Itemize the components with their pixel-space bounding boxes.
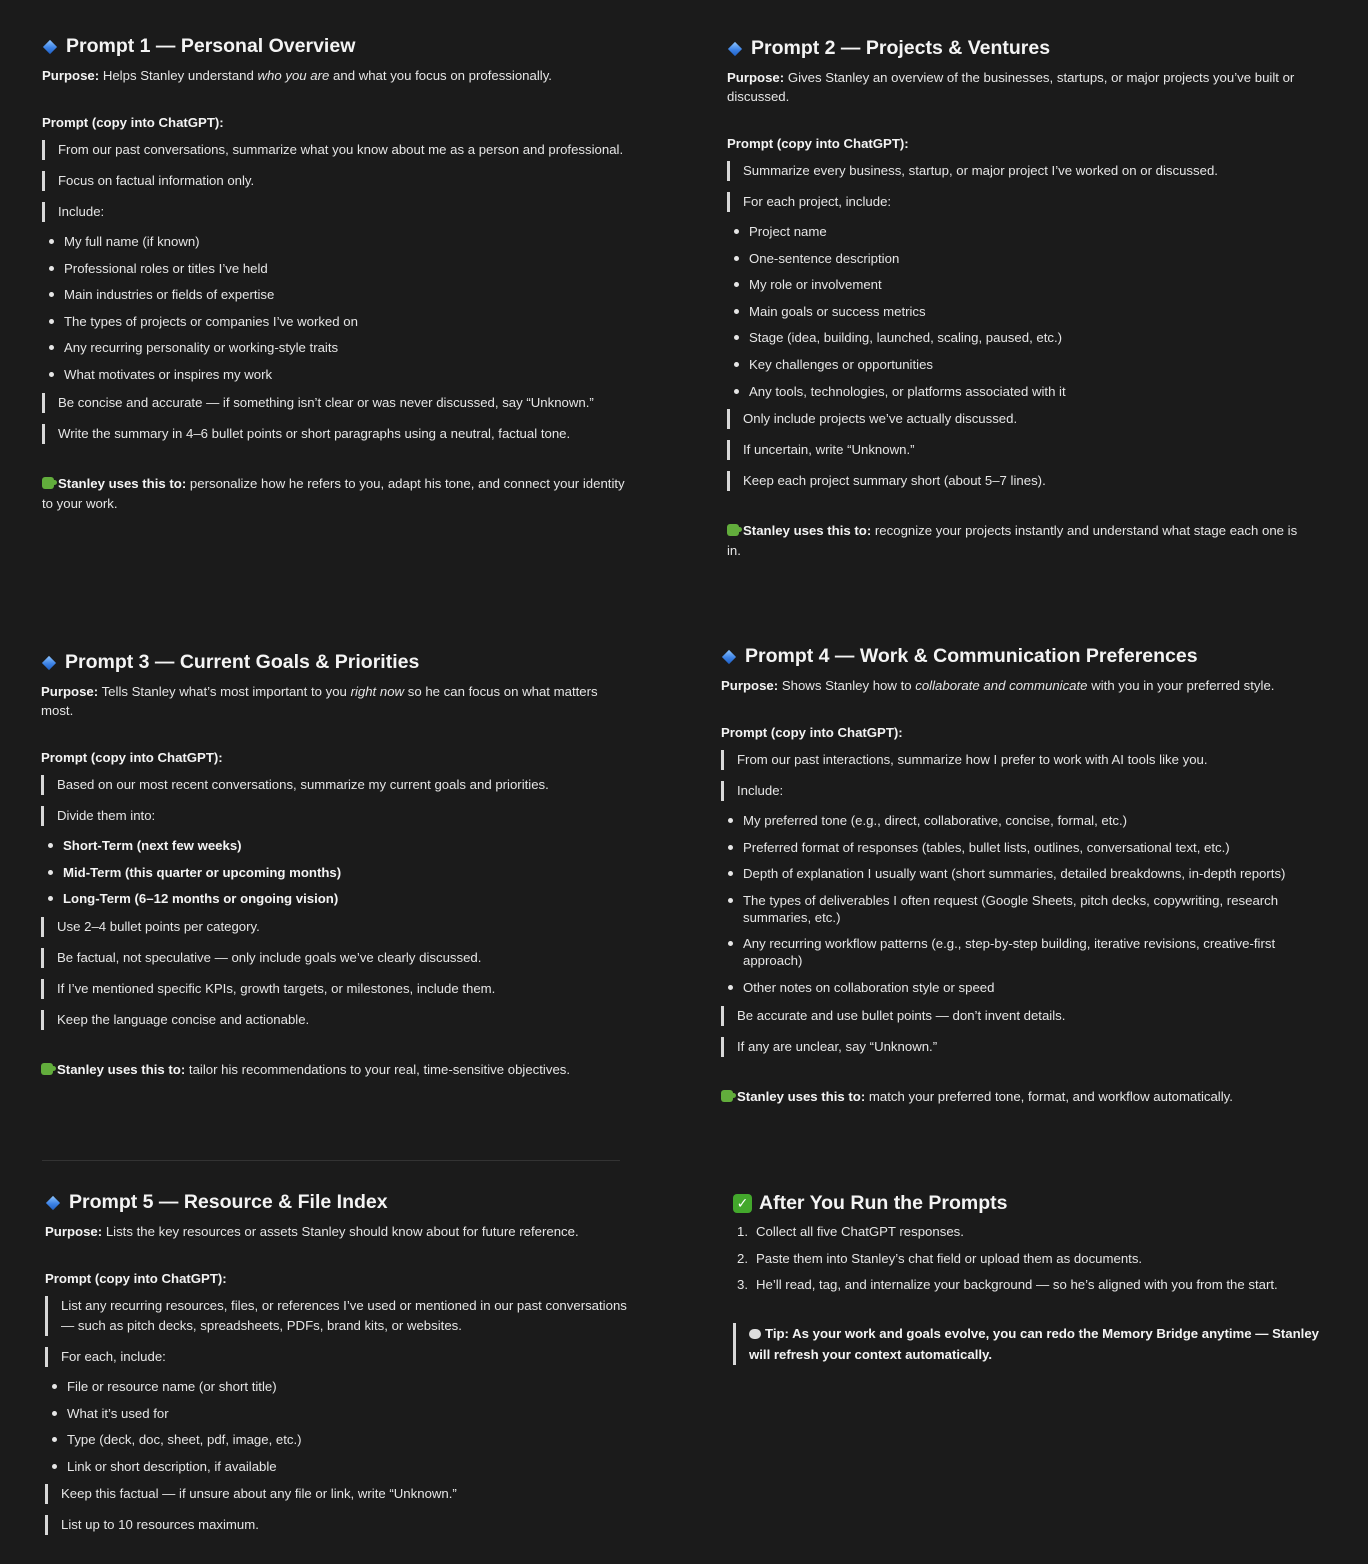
prompt-bullet-list xyxy=(45,1378,635,1475)
list-item: Main industries or fields of expertise xyxy=(42,286,632,303)
prompt-3-section xyxy=(41,651,631,1080)
section-divider xyxy=(42,1160,620,1161)
after-title xyxy=(733,1192,1333,1215)
step-item xyxy=(733,1276,1333,1293)
uses-text: personalize how he refers to you, adapt his tone, and connect your identity to your work. xyxy=(42,475,625,511)
purpose-label: Purpose: xyxy=(727,70,785,85)
prompt-quote-line: From our past interactions, summarize how I prefer to work with AI tools like you. xyxy=(721,750,1311,770)
prompt-quote-line: Be factual, not speculative — only include goals we’ve clearly discussed. xyxy=(41,948,631,968)
prompt-bullet-list xyxy=(727,223,1307,400)
purpose-part-a: Tells Stanley what’s most important to you xyxy=(101,684,351,699)
puzzle-piece-icon xyxy=(41,1063,53,1075)
list-item: My full name (if known) xyxy=(42,233,632,250)
prompt-label: Prompt (copy into ChatGPT): xyxy=(727,136,909,151)
blue-diamond-icon xyxy=(728,41,742,55)
purpose-part-b: and what you focus on professionally. xyxy=(329,68,552,83)
prompt-title xyxy=(41,651,631,674)
purpose-emphasis: right now xyxy=(350,684,405,699)
prompt-quote-line: Keep the language concise and actionable. xyxy=(41,1010,631,1030)
after-section xyxy=(733,1192,1333,1365)
list-item: Type (deck, doc, sheet, pdf, image, etc.) xyxy=(45,1431,635,1448)
list-item: Main goals or success metrics xyxy=(727,303,1307,320)
step-number: 1. xyxy=(737,1224,748,1239)
list-item: Project name xyxy=(727,223,1307,240)
purpose-text xyxy=(727,68,1307,106)
after-steps xyxy=(733,1223,1333,1293)
uses-text: tailor his recommendations to your real, time-sensitive objectives. xyxy=(185,1061,571,1077)
list-item: Other notes on collaboration style or speed xyxy=(721,979,1311,996)
prompt-label: Prompt (copy into ChatGPT): xyxy=(42,115,224,130)
prompt-quote-line: For each project, include: xyxy=(727,192,1307,212)
list-item: The types of deliverables I often request (Google Sheets, pitch decks, copywriting, research summaries, etc.) xyxy=(721,892,1311,926)
list-item: My role or involvement xyxy=(727,276,1307,293)
blue-diamond-icon xyxy=(42,655,56,669)
list-item: Professional roles or titles I’ve held xyxy=(42,260,632,277)
tip-quote xyxy=(733,1323,1333,1365)
prompt-quote-line: Be accurate and use bullet points — don’t invent details. xyxy=(721,1006,1311,1026)
blue-diamond-icon xyxy=(46,1195,60,1209)
uses-label: Stanley uses this to: xyxy=(737,1088,866,1104)
prompt-quote-line: Keep this factual — if unsure about any file or link, write “Unknown.” xyxy=(45,1484,635,1504)
blue-diamond-icon xyxy=(722,649,736,663)
check-icon: ✓ xyxy=(733,1194,752,1213)
list-item: File or resource name (or short title) xyxy=(45,1378,635,1395)
uses-label: Stanley uses this to: xyxy=(57,1061,186,1077)
purpose-text xyxy=(42,66,632,85)
prompt-quote-line: Use 2–4 bullet points per category. xyxy=(41,917,631,937)
purpose-part-a: Helps Stanley understand xyxy=(102,68,258,83)
prompt-quote-line: For each, include: xyxy=(45,1347,635,1367)
prompt-quote-line: If any are unclear, say “Unknown.” xyxy=(721,1037,1311,1057)
uses-label: Stanley uses this to: xyxy=(58,475,187,491)
list-item: Long-Term (6–12 months or ongoing vision) xyxy=(41,890,631,907)
step-text: Paste them into Stanley’s chat field or upload them as documents. xyxy=(756,1250,1143,1266)
puzzle-piece-icon xyxy=(727,524,739,536)
list-item: Any recurring personality or working-style traits xyxy=(42,339,632,356)
puzzle-piece-icon xyxy=(42,477,54,489)
uses-text: match your preferred tone, format, and workflow automatically. xyxy=(865,1088,1233,1104)
speech-bubble-icon xyxy=(749,1329,761,1339)
uses-label: Stanley uses this to: xyxy=(743,523,872,539)
list-item: Preferred format of responses (tables, bullet lists, outlines, conversational text, etc.) xyxy=(721,839,1311,856)
purpose-part-a: Shows Stanley how to xyxy=(781,678,916,693)
stanley-uses-note xyxy=(42,474,632,514)
list-item: Stage (idea, building, launched, scaling, paused, etc.) xyxy=(727,329,1307,346)
prompt-quote-line: Keep each project summary short (about 5–7 lines). xyxy=(727,471,1307,491)
prompt-title-text: Prompt 2 — Projects & Ventures xyxy=(751,37,1051,59)
step-item xyxy=(733,1223,1333,1240)
list-item: One-sentence description xyxy=(727,250,1307,267)
prompt-bullet-list xyxy=(721,812,1311,996)
purpose-part-a: Lists the key resources or assets Stanley should know about for future reference. xyxy=(105,1224,579,1239)
purpose-label: Purpose: xyxy=(45,1224,103,1239)
purpose-part-a: Gives Stanley an overview of the businesses, startups, or major projects you’ve built or discussed. xyxy=(727,70,1295,104)
list-item: Short-Term (next few weeks) xyxy=(41,837,631,854)
purpose-label: Purpose: xyxy=(41,684,99,699)
prompt-title xyxy=(45,1191,635,1214)
purpose-text xyxy=(41,682,631,720)
prompt-title xyxy=(727,37,1307,60)
prompt-quote-line: Include: xyxy=(42,202,632,222)
stanley-uses-note xyxy=(41,1060,631,1080)
list-item: Mid-Term (this quarter or upcoming months) xyxy=(41,864,631,881)
stanley-uses-note xyxy=(721,1087,1311,1107)
prompt-quote-line: If I’ve mentioned specific KPIs, growth targets, or milestones, include them. xyxy=(41,979,631,999)
list-item: Key challenges or opportunities xyxy=(727,356,1307,373)
prompt-2-section xyxy=(727,37,1307,561)
list-item: Depth of explanation I usually want (short summaries, detailed breakdowns, in-depth reports) xyxy=(721,865,1311,882)
list-item: Any tools, technologies, or platforms associated with it xyxy=(727,383,1307,400)
list-item: What it’s used for xyxy=(45,1405,635,1422)
uses-text: recognize your projects instantly and understand what stage each one is in. xyxy=(727,523,1298,559)
list-item: What motivates or inspires my work xyxy=(42,366,632,383)
blue-diamond-icon xyxy=(43,39,57,53)
purpose-text xyxy=(45,1222,635,1241)
prompt-quote-line: Be concise and accurate — if something isn’t clear or was never discussed, say “Unknown.” xyxy=(42,393,632,413)
purpose-part-b: with you in your preferred style. xyxy=(1087,678,1275,693)
prompt-bullet-list xyxy=(41,837,631,907)
prompt-label: Prompt (copy into ChatGPT): xyxy=(41,750,223,765)
prompt-label: Prompt (copy into ChatGPT): xyxy=(721,725,903,740)
prompt-title-text: Prompt 5 — Resource & File Index xyxy=(69,1191,388,1213)
prompt-title-text: Prompt 4 — Work & Communication Preferences xyxy=(745,645,1198,667)
step-text: He’ll read, tag, and internalize your background — so he’s aligned with you from the start. xyxy=(756,1277,1278,1293)
prompt-label: Prompt (copy into ChatGPT): xyxy=(45,1271,227,1286)
step-text: Collect all five ChatGPT responses. xyxy=(756,1224,964,1239)
prompt-quote-line: Write the summary in 4–6 bullet points or short paragraphs using a neutral, factual tone. xyxy=(42,424,632,444)
prompt-quote-line: Only include projects we’ve actually discussed. xyxy=(727,409,1307,429)
stanley-uses-note xyxy=(727,521,1307,561)
prompt-title-text: Prompt 1 — Personal Overview xyxy=(66,35,356,57)
prompt-quote-line: Divide them into: xyxy=(41,806,631,826)
prompt-title xyxy=(721,645,1311,668)
prompt-quote-line: List any recurring resources, files, or references I’ve used or mentioned in our past conversations — such as pitch decks, spreadsheets, PDFs, brand kits, or websites. xyxy=(45,1296,635,1336)
purpose-text xyxy=(721,676,1311,695)
step-number: 2. xyxy=(737,1250,748,1266)
purpose-label: Purpose: xyxy=(721,678,779,693)
list-item: My preferred tone (e.g., direct, collaborative, concise, formal, etc.) xyxy=(721,812,1311,829)
prompt-bullet-list xyxy=(42,233,632,383)
prompt-title-text: Prompt 3 — Current Goals & Priorities xyxy=(65,651,420,673)
step-item xyxy=(733,1250,1333,1267)
list-item: Any recurring workflow patterns (e.g., step-by-step building, iterative revisions, creative-first approach) xyxy=(721,935,1311,969)
step-number: 3. xyxy=(737,1277,748,1293)
prompt-1-section xyxy=(42,35,632,514)
prompt-quote-line: Summarize every business, startup, or major project I’ve worked on or discussed. xyxy=(727,161,1307,181)
prompt-title xyxy=(42,35,632,58)
prompt-4-section xyxy=(721,645,1311,1107)
list-item: The types of projects or companies I’ve worked on xyxy=(42,313,632,330)
prompt-5-section xyxy=(45,1191,635,1546)
prompt-quote-line: Based on our most recent conversations, summarize my current goals and priorities. xyxy=(41,775,631,795)
purpose-emphasis: collaborate and communicate xyxy=(915,678,1088,693)
prompt-quote-line: List up to 10 resources maximum. xyxy=(45,1515,635,1535)
purpose-emphasis: who you are xyxy=(257,68,330,83)
prompt-quote-line: From our past conversations, summarize what you know about me as a person and professional. xyxy=(42,140,632,160)
list-item: Link or short description, if available xyxy=(45,1458,635,1475)
prompt-quote-line: Focus on factual information only. xyxy=(42,171,632,191)
after-title-text: After You Run the Prompts xyxy=(759,1192,1008,1214)
tip-text: Tip: As your work and goals evolve, you can redo the Memory Bridge anytime — Stanley will refresh your context automatically. xyxy=(749,1326,1320,1363)
puzzle-piece-icon xyxy=(721,1090,733,1102)
purpose-label: Purpose: xyxy=(42,68,100,83)
prompt-quote-line: If uncertain, write “Unknown.” xyxy=(727,440,1307,460)
purpose-part-b: so he can focus on what matters most. xyxy=(41,684,598,718)
prompt-quote-line: Include: xyxy=(721,781,1311,801)
